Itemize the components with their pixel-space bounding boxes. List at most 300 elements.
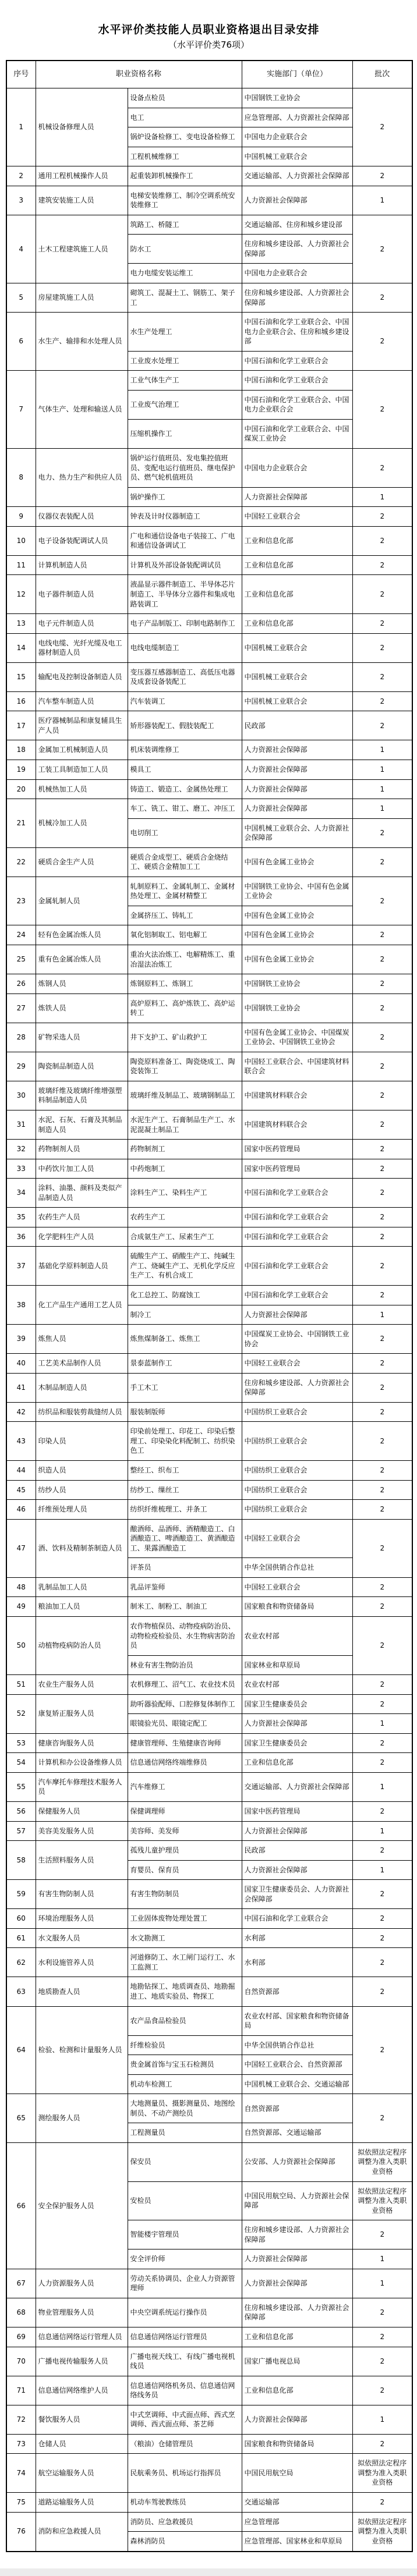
department-cell: 中国有色金属工业协会 <box>242 925 352 945</box>
department-cell: 中国机械工业联合会 <box>242 633 352 662</box>
category-cell: 工装工具制造加工人员 <box>36 760 128 779</box>
category-cell: 机械热加工人员 <box>36 779 128 799</box>
qualification-cell: 锅炉设备检修工、变电设备检修工 <box>128 127 242 147</box>
qualification-cell: 炼焦煤制备工、炼焦工 <box>128 1325 242 1354</box>
table-row <box>6 1354 412 1374</box>
batch-cell: 2 <box>352 88 412 166</box>
batch-cell: 2 <box>352 1694 412 1714</box>
qualification-cell: 高炉原料工、高炉炼铁工、高炉运转工 <box>128 994 242 1023</box>
department-cell: 人力资源社会保障部 <box>242 2269 352 2298</box>
department-cell: 中国钢铁工业协会、中国有色金属工业协会 <box>242 877 352 906</box>
batch-cell: 2 <box>352 2220 412 2249</box>
table-row <box>6 2269 412 2298</box>
qualification-cell: 广播电视天线工、有线广播电视机线员 <box>128 2347 242 2376</box>
department-cell: 中国石油和化学工业联合会 <box>242 351 352 371</box>
category-cell: 水生产、输排和水处理人员 <box>36 313 128 371</box>
batch-cell: 2 <box>352 1577 412 1597</box>
batch-cell: 2 <box>352 1977 412 2006</box>
serial-cell: 41 <box>6 1373 36 1402</box>
qualification-cell: 模具工 <box>128 760 242 779</box>
qualification-cell: 氧化铝制取工、铝电解工 <box>128 925 242 945</box>
serial-cell: 42 <box>6 1402 36 1422</box>
table-row <box>6 1286 412 1305</box>
category-cell: 粮油加工人员 <box>36 1597 128 1617</box>
serial-cell: 27 <box>6 994 36 1023</box>
qualification-cell: 电线电缆制造工 <box>128 633 242 662</box>
department-cell: 自然资源部 <box>242 2094 352 2123</box>
serial-cell: 32 <box>6 1140 36 1159</box>
batch-cell: 2 <box>352 1480 412 1500</box>
table-row <box>6 1081 412 1110</box>
qualification-cell: 评茶员 <box>128 1558 242 1578</box>
table-row <box>6 2434 412 2454</box>
batch-cell: 2 <box>352 2094 412 2143</box>
table-row <box>6 1325 412 1354</box>
batch-cell: 2 <box>352 2376 412 2405</box>
qualification-cell: （粮油）仓储管理员 <box>128 2434 242 2454</box>
batch-cell: 1 <box>352 1305 412 1325</box>
batch-cell: 1 <box>352 487 412 507</box>
serial-cell: 11 <box>6 555 36 575</box>
category-cell: 炼焦人员 <box>36 1325 128 1354</box>
batch-cell: 2 <box>352 555 412 575</box>
serial-cell: 61 <box>6 1928 36 1948</box>
qualification-cell: 汽车装调工 <box>128 691 242 711</box>
serial-cell: 8 <box>6 449 36 507</box>
qualification-cell: 防水工 <box>128 235 242 264</box>
batch-cell: 2 <box>352 215 412 283</box>
serial-cell: 47 <box>6 1519 36 1577</box>
table-row <box>6 779 412 799</box>
department-cell: 应急管理部、国家林业和草原局 <box>242 2532 352 2552</box>
qualification-cell: 轧制原料工、金属轧制工、金属材热处理工、金属材精整工 <box>128 877 242 906</box>
department-cell: 中国轻工业联合会 <box>242 1519 352 1558</box>
category-cell: 化学肥料生产人员 <box>36 1227 128 1247</box>
category-cell: 康复矫正服务人员 <box>36 1694 128 1733</box>
category-cell: 输配电及控制设备制造人员 <box>36 662 128 691</box>
serial-cell: 6 <box>6 313 36 371</box>
category-cell: 消防和应急救援人员 <box>36 2512 128 2552</box>
category-cell: 玻璃纤维及玻璃纤维增强塑料制品制造人员 <box>36 1081 128 1110</box>
department-cell: 国家中医药管理局 <box>242 1140 352 1159</box>
table-row <box>6 2405 412 2434</box>
table-row <box>6 1110 412 1140</box>
category-cell: 物业管理服务人员 <box>36 2298 128 2327</box>
category-cell: 纤维预处理人员 <box>36 1500 128 1520</box>
serial-cell: 14 <box>6 633 36 662</box>
table-row <box>6 1801 412 1821</box>
table-row <box>6 1208 412 1227</box>
category-cell: 轻有色金属冶炼人员 <box>36 925 128 945</box>
qualification-cell: 农药生产工 <box>128 1208 242 1227</box>
serial-cell: 66 <box>6 2142 36 2269</box>
qualification-cell: 砌筑工、混凝土工、钢筋工、架子工 <box>128 283 242 313</box>
department-cell: 工业和信息化部 <box>242 2376 352 2405</box>
serial-cell: 19 <box>6 760 36 779</box>
department-cell: 中国有色金属工业协会、中国煤炭工业协会、中国钢铁工业协会 <box>242 1023 352 1052</box>
category-cell: 硬质合金生产人员 <box>36 847 128 877</box>
table-row <box>6 2298 412 2327</box>
category-cell: 电子元件制造人员 <box>36 614 128 634</box>
serial-cell: 10 <box>6 526 36 555</box>
qualification-cell: 保安员 <box>128 2142 242 2181</box>
category-cell: 人力资源服务人员 <box>36 2269 128 2298</box>
department-cell: 国家林业和草原局 <box>242 1655 352 1675</box>
department-cell: 中国轻工业联合会、自然资源部 <box>242 2055 352 2075</box>
department-cell: 住房和城乡建设部、人力资源社会保障部 <box>242 1373 352 1402</box>
qualification-cell: 安全评价师 <box>128 2249 242 2269</box>
qualification-cell: 纺纱工、缫丝工 <box>128 1480 242 1500</box>
department-cell: 中国建筑材料联合会 <box>242 1110 352 1140</box>
batch-cell: 2 <box>352 1208 412 1227</box>
serial-cell: 28 <box>6 1023 36 1052</box>
serial-cell: 52 <box>6 1694 36 1733</box>
department-cell: 中国建筑材料联合会 <box>242 1081 352 1110</box>
qualification-cell: 药物制剂工 <box>128 1140 242 1159</box>
table-row <box>6 614 412 634</box>
batch-cell: 2 <box>352 974 412 994</box>
category-cell: 电线电缆、光纤光缆及电工器材制造人员 <box>36 633 128 662</box>
serial-cell: 17 <box>6 711 36 740</box>
category-cell: 基础化学原料制造人员 <box>36 1247 128 1286</box>
category-cell: 水泥、石灰、石膏及其制品制造人员 <box>36 1110 128 1140</box>
department-cell: 工业和信息化部 <box>242 526 352 555</box>
batch-cell: 2 <box>352 2434 412 2454</box>
table-row <box>6 740 412 760</box>
batch-cell: 2 <box>352 371 412 449</box>
serial-cell: 49 <box>6 1597 36 1617</box>
category-cell: 金属轧制人员 <box>36 877 128 925</box>
serial-cell: 12 <box>6 575 36 614</box>
qualification-cell: 机动车检测工 <box>128 2074 242 2094</box>
batch-cell: 2 <box>352 1616 412 1674</box>
department-cell: 公安部、人力资源社会保障部 <box>242 2142 352 2181</box>
batch-cell: 2 <box>352 614 412 634</box>
department-cell: 中国石油和化学工业联合会 <box>242 1286 352 1305</box>
table-row <box>6 1402 412 1422</box>
department-cell: 住房和城乡建设部、人力资源社会保障部 <box>242 235 352 264</box>
serial-cell: 53 <box>6 1733 36 1753</box>
qualification-cell: 井下支护工、矿山救护工 <box>128 1023 242 1052</box>
batch-cell: 2 <box>352 2006 412 2094</box>
table-row <box>6 760 412 779</box>
serial-cell: 37 <box>6 1247 36 1286</box>
department-cell: 中国石油和化学工业联合会 <box>242 1247 352 1286</box>
table-row <box>6 2327 412 2347</box>
qualification-cell: 硬质合金成型工、硬质合金烧结工、硬质合金精加工工 <box>128 847 242 877</box>
department-cell: 中国纺织工业联合会 <box>242 1461 352 1481</box>
department-cell: 中国纺织工业联合会 <box>242 1480 352 1500</box>
department-cell: 中国电力企业联合会 <box>242 127 352 147</box>
qualification-cell: 整经工、织布工 <box>128 1461 242 1481</box>
table-row <box>6 799 412 819</box>
department-cell: 住房和城乡建设部、人力资源社会保障部 <box>242 2220 352 2249</box>
serial-cell: 59 <box>6 1880 36 1909</box>
department-cell: 中国轻工业联合会 <box>242 1577 352 1597</box>
table-row <box>6 1772 412 1801</box>
table-row <box>6 186 412 215</box>
qualification-cell: 金属挤压工、铸轧工 <box>128 906 242 925</box>
qualification-cell: 重冶火法冶炼工、电解精炼工、重冶湿法冶炼工 <box>128 945 242 974</box>
batch-cell: 2 <box>352 1928 412 1948</box>
category-cell: 电子器件制造人员 <box>36 575 128 614</box>
qualification-cell: 计算机及外部设备装配调试员 <box>128 555 242 575</box>
qualification-cell: 服装制版师 <box>128 1402 242 1422</box>
qualification-cell: 河道修防工、水工闸门运行工、水工监测工 <box>128 1948 242 1977</box>
department-cell: 中国机械工业联合会、交通运输部 <box>242 2074 352 2094</box>
table-row <box>6 1461 412 1481</box>
serial-cell: 54 <box>6 1753 36 1773</box>
table-row <box>6 1577 412 1597</box>
category-cell: 计算机制造人员 <box>36 555 128 575</box>
batch-cell: 1 <box>352 779 412 799</box>
category-cell: 保健服务人员 <box>36 1801 128 1821</box>
category-cell: 道路运输服务人员 <box>36 2493 128 2513</box>
batch-cell: 2 <box>352 507 412 527</box>
category-cell: 工艺美术品制作人员 <box>36 1354 128 1374</box>
batch-cell: 2 <box>352 1140 412 1159</box>
department-cell: 民政部 <box>242 711 352 740</box>
batch-cell: 2 <box>352 994 412 1023</box>
table-row <box>6 1140 412 1159</box>
qualification-cell: 化工总控工、防腐蚀工 <box>128 1286 242 1305</box>
qualification-cell: 工程测量员 <box>128 2123 242 2143</box>
serial-cell: 34 <box>6 1179 36 1208</box>
qualification-cell: 印染前处理工、印花工、印染后整理工、印染染化料配制工、纺织染色工 <box>128 1422 242 1461</box>
serial-cell: 36 <box>6 1227 36 1247</box>
qualification-cell: 贵金属首饰与宝玉石检测员 <box>128 2055 242 2075</box>
serial-cell: 5 <box>6 283 36 313</box>
category-cell: 机械设备修理人员 <box>36 88 128 166</box>
table-row <box>6 1373 412 1402</box>
category-cell: 涂料、油墨、颜料及类似产品制造人员 <box>36 1179 128 1208</box>
table-row <box>6 1694 412 1714</box>
department-cell: 应急管理部 <box>242 2512 352 2532</box>
category-cell: 织造人员 <box>36 1461 128 1481</box>
serial-cell: 64 <box>6 2006 36 2094</box>
qualification-cell: 机床装调维修工 <box>128 740 242 760</box>
table-row <box>6 1753 412 1773</box>
table-row <box>6 2347 412 2376</box>
department-cell: 自然资源部 <box>242 1977 352 2006</box>
batch-cell: 2 <box>352 2347 412 2376</box>
department-cell: 国家卫生健康委员会 <box>242 1733 352 1753</box>
serial-cell: 62 <box>6 1948 36 1977</box>
serial-cell: 24 <box>6 925 36 945</box>
table-row <box>6 371 412 391</box>
serial-cell: 33 <box>6 1159 36 1179</box>
batch-cell: 1 <box>352 1860 412 1880</box>
category-cell: 通用工程机械操作人员 <box>36 166 128 186</box>
batch-cell: 2 <box>352 1461 412 1481</box>
category-cell: 建筑安装施工人员 <box>36 186 128 215</box>
serial-cell: 44 <box>6 1461 36 1481</box>
department-cell: 国家粮食和物资储备局 <box>242 2434 352 2454</box>
table-row <box>6 1909 412 1929</box>
serial-cell: 55 <box>6 1772 36 1801</box>
qualification-cell: 电切削工 <box>128 818 242 847</box>
qualification-cell: 工业废水处理工 <box>128 351 242 371</box>
serial-cell: 35 <box>6 1208 36 1227</box>
category-cell: 炼钢人员 <box>36 974 128 994</box>
department-cell: 中国民用航空局、人力资源社会保障部 <box>242 2181 352 2220</box>
department-cell: 中国纺织工业联合会 <box>242 1402 352 1422</box>
department-cell: 中华全国供销合作总社 <box>242 2035 352 2055</box>
serial-cell: 16 <box>6 691 36 711</box>
category-cell: 航空运输服务人员 <box>36 2454 128 2493</box>
department-cell: 中国石油和化学工业联合会 <box>242 1227 352 1247</box>
department-cell: 中国电力企业联合会 <box>242 449 352 488</box>
category-cell: 木制品制造人员 <box>36 1373 128 1402</box>
batch-cell: 拟依照法定程序调整为准入类职业资格 <box>352 2142 412 2181</box>
department-cell: 人力资源社会保障部 <box>242 760 352 779</box>
department-cell: 中国机械工业联合会、人力资源社会保障部 <box>242 818 352 847</box>
category-cell: 医疗器械制品和康复辅具生产人员 <box>36 711 128 740</box>
serial-cell: 7 <box>6 371 36 449</box>
table-row <box>6 88 412 108</box>
department-cell: 农业农村部 <box>242 1675 352 1695</box>
qualification-cell: 合成氨生产工、尿素生产工 <box>128 1227 242 1247</box>
table-row <box>6 526 412 555</box>
column-header-batch: 批次 <box>352 61 412 88</box>
batch-cell: 2 <box>352 2493 412 2513</box>
table-row <box>6 555 412 575</box>
serial-cell: 71 <box>6 2376 36 2405</box>
qualification-cell: 水文勘测工 <box>128 1928 242 1948</box>
qualification-cell: 助听器验配师、口腔修复体制作工 <box>128 1694 242 1714</box>
department-cell: 交通运输部、人力资源社会保障部 <box>242 1772 352 1801</box>
table-row <box>6 313 412 352</box>
qualification-cell: 育婴员、保育员 <box>128 1860 242 1880</box>
table-row <box>6 1597 412 1617</box>
qualification-cell: 孤残儿童护理员 <box>128 1841 242 1861</box>
qualification-cell: 大地测量员、摄影测量员、地图绘制员、不动产测绘员 <box>128 2094 242 2123</box>
department-cell: 人力资源社会保障部 <box>242 1714 352 1734</box>
table-row <box>6 1052 412 1081</box>
qualification-cell: 安检员 <box>128 2181 242 2220</box>
department-cell: 住房和城乡建设部、人力资源社会保障部 <box>242 2298 352 2327</box>
table-row <box>6 877 412 906</box>
serial-cell: 58 <box>6 1841 36 1880</box>
batch-cell: 2 <box>352 283 412 313</box>
qualification-cell: 锅炉运行值班员、发电集控值班员、变配电运行值班员、继电保护员、燃气轮机值班员 <box>128 449 242 488</box>
category-cell: 中药饮片加工人员 <box>36 1159 128 1179</box>
qualification-cell: 纤维检验员 <box>128 2035 242 2055</box>
serial-cell: 39 <box>6 1325 36 1354</box>
serial-cell: 63 <box>6 1977 36 2006</box>
serial-cell: 18 <box>6 740 36 760</box>
qualification-cell: 车工、铣工、钳工、磨工、冲压工 <box>128 799 242 819</box>
serial-cell: 30 <box>6 1081 36 1110</box>
batch-cell: 1 <box>352 2405 412 2434</box>
category-cell: 乳制品加工人员 <box>36 1577 128 1597</box>
table-row <box>6 1733 412 1753</box>
qualification-cell: 涂料生产工、染料生产工 <box>128 1179 242 1208</box>
department-cell: 中国纺织工业联合会 <box>242 1500 352 1520</box>
table-row <box>6 575 412 614</box>
department-cell: 工业和信息化部 <box>242 575 352 614</box>
qualification-cell: 智能楼宇管理员 <box>128 2220 242 2249</box>
serial-cell: 9 <box>6 507 36 527</box>
serial-cell: 70 <box>6 2347 36 2376</box>
batch-cell: 2 <box>352 1286 412 1305</box>
category-cell: 水利设施管养人员 <box>36 1948 128 1977</box>
category-cell: 炼铁人员 <box>36 994 128 1023</box>
qualification-cell: 信息通信网络运行管理员 <box>128 2327 242 2347</box>
qualification-cell: 水泥生产工、石膏制品生产工、水泥混凝土制品工 <box>128 1110 242 1140</box>
batch-cell: 2 <box>352 1110 412 1140</box>
category-cell: 纺纱人员 <box>36 1480 128 1500</box>
qualification-cell: 制米工、制粉工、制油工 <box>128 1597 242 1617</box>
serial-cell: 1 <box>6 88 36 166</box>
serial-cell: 20 <box>6 779 36 799</box>
category-cell: 机械冷加工人员 <box>36 799 128 848</box>
serial-cell: 40 <box>6 1354 36 1374</box>
serial-cell: 3 <box>6 186 36 215</box>
serial-cell: 21 <box>6 799 36 848</box>
department-cell: 人力资源社会保障部 <box>242 740 352 760</box>
department-cell: 国家中医药管理局 <box>242 1801 352 1821</box>
department-cell: 工业和信息化部 <box>242 555 352 575</box>
batch-cell: 2 <box>352 449 412 488</box>
qualification-cell: 电子产品制版工、印制电路制作工 <box>128 614 242 634</box>
serial-cell: 72 <box>6 2405 36 2434</box>
qualification-cell: 变压器互感器制造工、高低压电器及成套设备装配工 <box>128 662 242 691</box>
qualification-cell: 农机修理工、沼气工、农业技术员 <box>128 1675 242 1695</box>
table-row <box>6 1928 412 1948</box>
department-cell: 中国机械工业联合会 <box>242 147 352 166</box>
batch-cell: 2 <box>352 1325 412 1354</box>
department-cell: 中国钢铁工业协会 <box>242 974 352 994</box>
batch-cell: 拟依照法定程序调整为准入类职业资格 <box>352 2181 412 2220</box>
table-row <box>6 2006 412 2035</box>
table-row <box>6 1227 412 1247</box>
category-cell: 餐饮服务人员 <box>36 2405 128 2434</box>
table-row <box>6 994 412 1023</box>
department-cell: 中华全国供销合作总社 <box>242 1558 352 1578</box>
department-cell: 中国机械工业联合会 <box>242 662 352 691</box>
batch-cell: 拟依照法定程序调整为准入类职业资格 <box>352 2454 412 2493</box>
table-row <box>6 662 412 691</box>
qualification-cell: 电梯安装维修工、制冷空调系统安装维修工 <box>128 186 242 215</box>
department-cell: 国家广播电视总局 <box>242 2347 352 2376</box>
serial-cell: 13 <box>6 614 36 634</box>
table-row <box>6 2142 412 2181</box>
batch-cell: 2 <box>352 945 412 974</box>
qualification-cell: 钟表及计时仪器制造工 <box>128 507 242 527</box>
bottom-strip <box>0 2568 417 2576</box>
batch-cell: 2 <box>352 1675 412 1695</box>
department-cell: 国家卫生健康委员会、人力资源社会保障部 <box>242 1880 352 1909</box>
table-row <box>6 215 412 235</box>
qualification-cell: 液晶显示器件制造工、半导体芯片制造工、半导体分立器件和集成电路装调工 <box>128 575 242 614</box>
column-header-serial: 序号 <box>6 61 36 88</box>
batch-cell: 2 <box>352 818 412 847</box>
category-cell: 印染人员 <box>36 1422 128 1461</box>
department-cell: 国家卫生健康委员会 <box>242 1694 352 1714</box>
qualification-cell: 信息通信网络终端维修员 <box>128 1753 242 1773</box>
qualification-cell: 中药炮制工 <box>128 1159 242 1179</box>
department-cell: 中国轻工业联合会 <box>242 1354 352 1374</box>
department-cell: 农业农村部 <box>242 1616 352 1655</box>
table-row <box>6 1023 412 1052</box>
page-subtitle: （水平评价类76项） <box>168 40 250 50</box>
table-row <box>6 507 412 527</box>
serial-cell: 67 <box>6 2269 36 2298</box>
batch-cell: 2 <box>352 691 412 711</box>
table-row <box>6 166 412 186</box>
qualification-cell: 手工木工 <box>128 1373 242 1402</box>
